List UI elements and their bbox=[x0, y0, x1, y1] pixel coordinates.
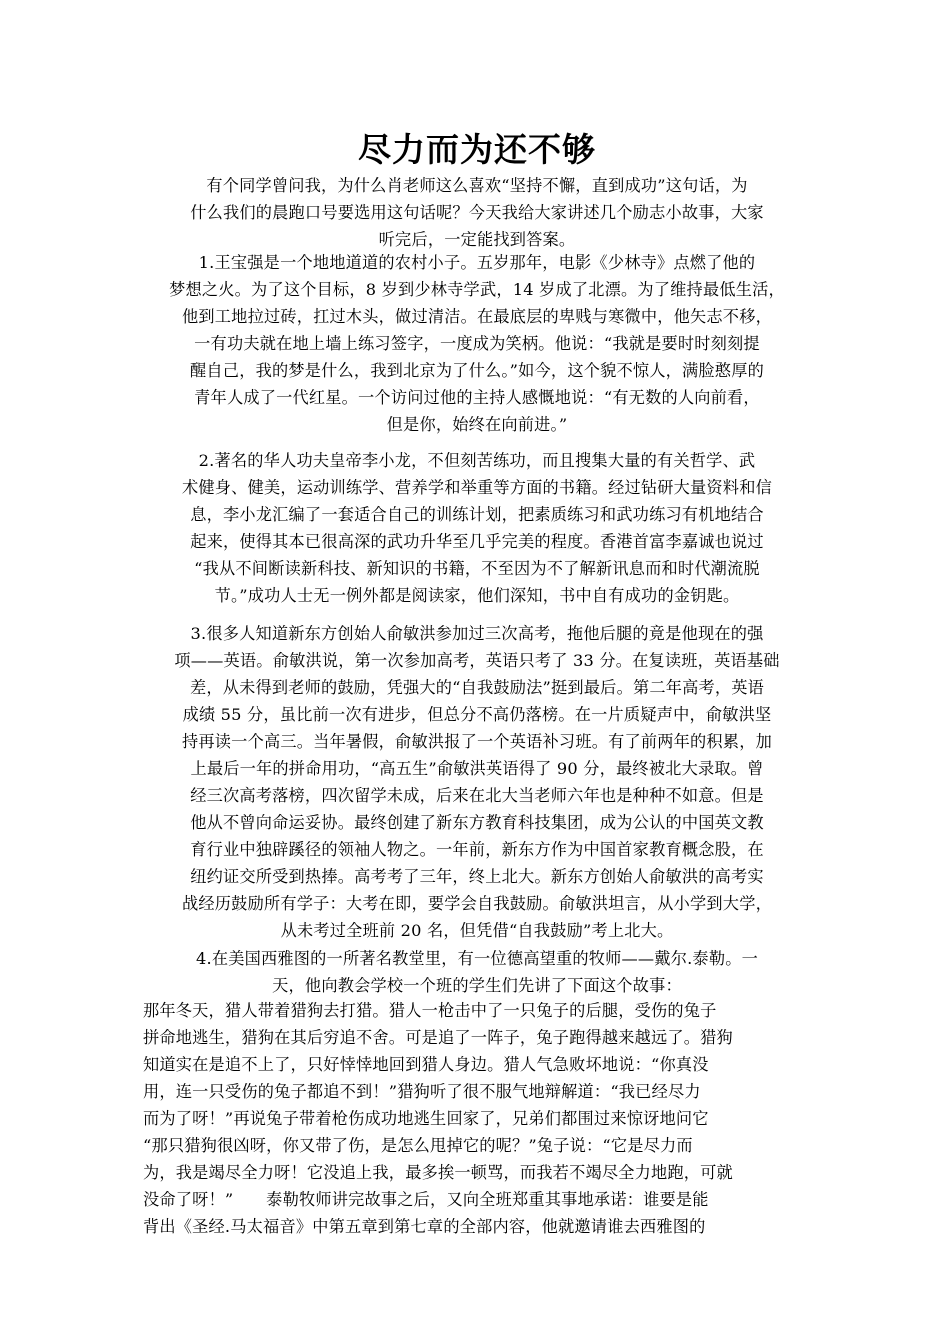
text-line: 一有功夫就在地上墙上练习签字，一度成为笑柄。他说：“我就是要时时刻刻提 bbox=[194, 334, 760, 353]
text-line: 为，我是竭尽全力呀！它没追上我，最多挨一顿骂，而我若不竭尽全力地跑，可就 bbox=[143, 1163, 733, 1182]
text-line: 有个同学曾问我，为什么肖老师这么喜欢“坚持不懈，直到成功”这句话，为 bbox=[206, 176, 748, 195]
text-line: 2.著名的华人功夫皇帝李小龙，不但刻苦练功，而且搜集大量的有关哲学、武 bbox=[198, 451, 756, 470]
text-line: 育行业中独辟蹊径的领袖人物之。一年前，新东方作为中国首家教育概念股，在 bbox=[190, 840, 764, 859]
story-4-heading bbox=[143, 945, 811, 999]
text-line: 3.很多人知道新东方创始人俞敏洪参加过三次高考，拖他后腿的竟是他现在的强 bbox=[190, 624, 764, 643]
text-line: 节。”成功人士无一例外都是阅读家，他们深知，书中自有成功的金钥匙。 bbox=[214, 586, 740, 605]
story-2-paragraph bbox=[143, 447, 811, 609]
text-line: 术健身、健美，运动训练学、营养学和举重等方面的书籍。经过钻研大量资料和信 bbox=[182, 478, 772, 497]
text-line: 差，从未得到老师的鼓励，凭强大的“自我鼓励法”挺到最后。第二年高考，英语 bbox=[189, 678, 765, 697]
intro-paragraph bbox=[143, 172, 811, 253]
text-line: 战经历鼓励所有学子：大考在即，要学会自我鼓励。俞敏洪坦言，从小学到大学， bbox=[182, 894, 772, 913]
text-line: 起来，使得其本已很高深的武功升华至几乎完美的程度。香港首富李嘉诚也说过 bbox=[190, 532, 764, 551]
text-line: 从未考过全班前 20 名，但凭借“自我鼓励”考上北大。 bbox=[280, 921, 674, 940]
text-line: 上最后一年的拼命用功，“高五生”俞敏洪英语得了 90 分，最终被北大录取。曾 bbox=[190, 759, 764, 778]
text-line: “那只猎狗很凶呀，你又带了伤，是怎么甩掉它的呢？”兔子说：“它是尽力而 bbox=[143, 1136, 693, 1155]
text-line: 4.在美国西雅图的一所著名教堂里，有一位德高望重的牧师——戴尔.泰勒。一 bbox=[196, 949, 758, 968]
text-line: 成绩 55 分，虽比前一次有进步，但总分不高仍落榜。在一片质疑声中，俞敏洪坚 bbox=[182, 705, 772, 724]
text-line: 用，连一只受伤的兔子都追不到！”猎狗听了很不服气地辩解道：“我已经尽力 bbox=[143, 1082, 701, 1101]
text-line: 1.王宝强是一个地地道道的农村小子。五岁那年，电影《少林寺》点燃了他的 bbox=[198, 253, 756, 272]
document-title: 尽力而为还不够 bbox=[358, 130, 596, 169]
text-line: 那年冬天，猎人带着猎狗去打猎。猎人一枪击中了一只兔子的后腿，受伤的兔子 bbox=[143, 1001, 717, 1020]
text-line: “我从不间断读新科技、新知识的书籍，不至因为不了解新讯息而和时代潮流脱 bbox=[194, 559, 760, 578]
text-line: 没命了呀！” 泰勒牧师讲完故事之后，又向全班郑重其事地承诺：谁要是能 bbox=[143, 1190, 709, 1209]
text-line: 梦想之火。为了这个目标，8 岁到少林寺学武，14 岁成了北漂。为了维持最低生活， bbox=[169, 280, 785, 299]
text-line: 但是你，始终在向前进。” bbox=[386, 415, 568, 434]
text-line: 听完后，一定能找到答案。 bbox=[378, 230, 576, 249]
text-line: 纽约证交所受到热捧。高考考了三年，终上北大。新东方创始人俞敏洪的高考实 bbox=[190, 867, 764, 886]
text-line: 天，他向教会学校一个班的学生们先讲了下面这个故事： bbox=[272, 976, 682, 995]
text-line: 背出《圣经.马太福音》中第五章到第七章的全部内容，他就邀请谁去西雅图的 bbox=[143, 1217, 706, 1236]
text-line: 他从不曾向命运妥协。最终创建了新东方教育科技集团，成为公认的中国英文教 bbox=[190, 813, 764, 832]
story-1-paragraph bbox=[143, 249, 811, 438]
text-line: 息，李小龙汇编了一套适合自己的训练计划，把素质练习和武功练习有机地结合 bbox=[190, 505, 764, 524]
text-line: 知道实在是追不上了，只好悻悻地回到猎人身边。猎人气急败坏地说：“你真没 bbox=[143, 1055, 709, 1074]
text-line: 项——英语。俞敏洪说，第一次参加高考，英语只考了 33 分。在复读班，英语基础 bbox=[174, 651, 780, 670]
text-line: 拼命地逃生，猎狗在其后穷追不舍。可是追了一阵子，兔子跑得越来越远了。猎狗 bbox=[143, 1028, 733, 1047]
story-4-body bbox=[143, 997, 811, 1240]
text-line: 持再读一个高三。当年暑假，俞敏洪报了一个英语补习班。有了前两年的积累，加 bbox=[182, 732, 772, 751]
text-line: 醒自己，我的梦是什么，我到北京为了什么。”如今，这个貌不惊人，满脸憨厚的 bbox=[190, 361, 764, 380]
story-3-paragraph bbox=[143, 620, 811, 944]
text-line: 经三次高考落榜，四次留学未成，后来在北大当老师六年也是种种不如意。但是 bbox=[190, 786, 764, 805]
text-line: 青年人成了一代红星。一个访问过他的主持人感慨地说：“有无数的人向前看， bbox=[194, 388, 760, 407]
text-line: 他到工地拉过砖，扛过木头，做过清洁。在最底层的卑贱与寒微中，他矢志不移， bbox=[182, 307, 772, 326]
text-line: 而为了呀！”再说兔子带着枪伤成功地逃生回家了，兄弟们都围过来惊讶地问它 bbox=[143, 1109, 709, 1128]
text-line: 什么我们的晨跑口号要选用这句话呢？今天我给大家讲述几个励志小故事，大家 bbox=[190, 203, 764, 222]
